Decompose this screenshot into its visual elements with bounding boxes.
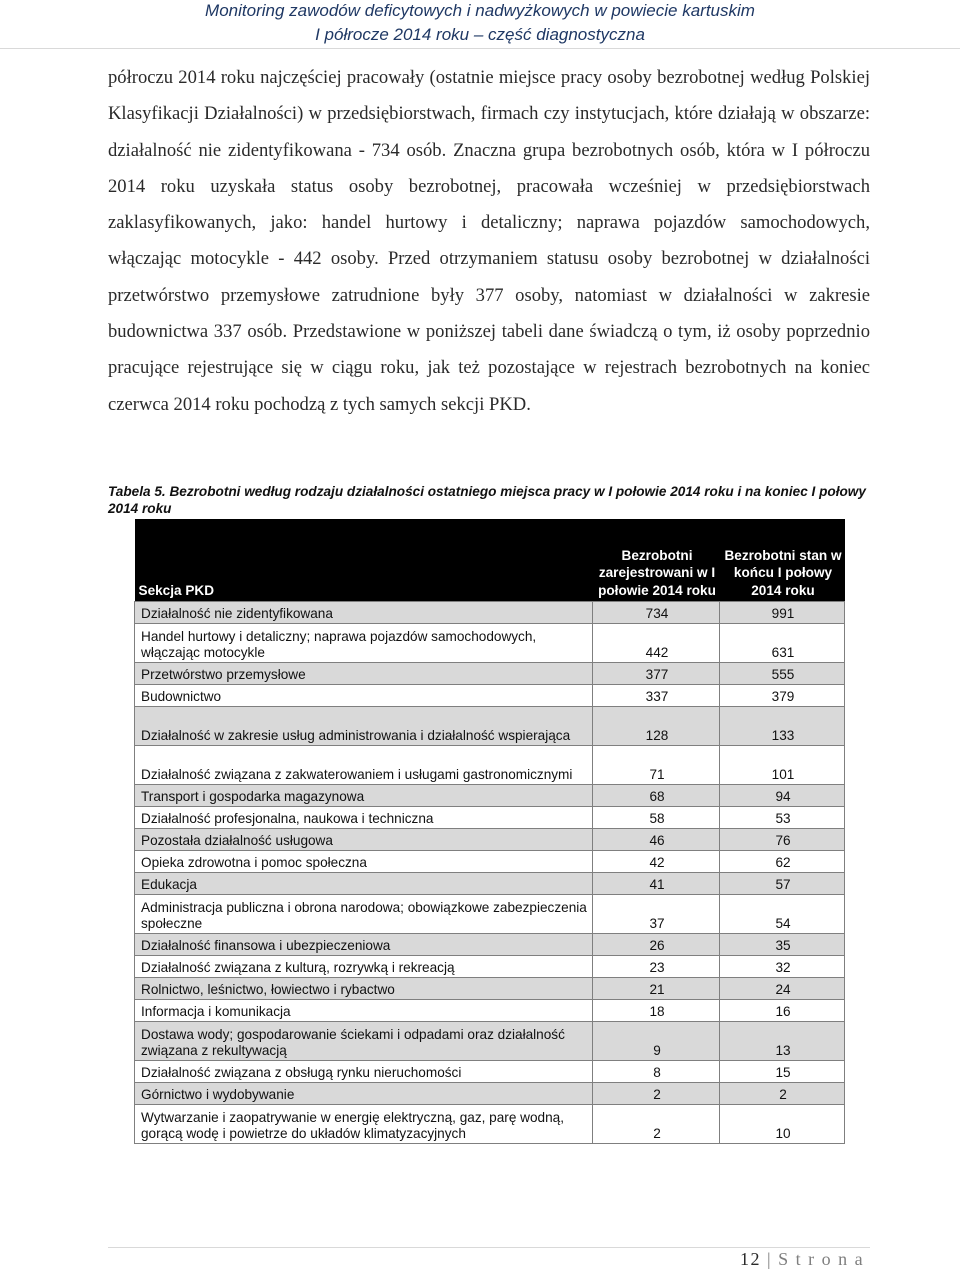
cell-registered: 128: [593, 707, 720, 746]
table-row: [135, 873, 845, 895]
footer-label: S t r o n a: [778, 1249, 865, 1269]
cell-end-state: 62: [720, 851, 845, 873]
cell-end-state: 13: [720, 1022, 845, 1061]
header-divider: [0, 48, 960, 49]
cell-registered: 46: [593, 829, 720, 851]
cell-end-state: 555: [720, 663, 845, 685]
table-header-row: [135, 519, 845, 602]
cell-end-state: 76: [720, 829, 845, 851]
cell-end-state: 32: [720, 956, 845, 978]
cell-section: Działalność profesjonalna, naukowa i techniczna: [135, 807, 593, 829]
cell-end-state: 15: [720, 1061, 845, 1083]
cell-registered: 68: [593, 785, 720, 807]
table-row: [135, 895, 845, 934]
cell-end-state: 991: [720, 602, 845, 624]
cell-registered: 337: [593, 685, 720, 707]
page-header: [0, 0, 960, 46]
page-footer: [740, 1249, 864, 1270]
table-row: [135, 1083, 845, 1105]
table-row: [135, 785, 845, 807]
cell-section: Działalność związana z obsługą rynku nieruchomości: [135, 1061, 593, 1083]
header-subtitle: I półrocze 2014 roku – część diagnostyczna: [315, 25, 645, 44]
cell-end-state: 54: [720, 895, 845, 934]
table-row: [135, 685, 845, 707]
table-row: [135, 807, 845, 829]
cell-section: Działalność finansowa i ubezpieczeniowa: [135, 934, 593, 956]
table-row: [135, 602, 845, 624]
cell-registered: 2: [593, 1105, 720, 1144]
header-title: Monitoring zawodów deficytowych i nadwyżkowych w powiecie kartuskim: [205, 1, 755, 20]
table-row: [135, 1061, 845, 1083]
cell-registered: 734: [593, 602, 720, 624]
cell-end-state: 24: [720, 978, 845, 1000]
cell-registered: 9: [593, 1022, 720, 1061]
pkd-table: [134, 519, 845, 1144]
cell-end-state: 101: [720, 746, 845, 785]
cell-section: Transport i gospodarka magazynowa: [135, 785, 593, 807]
cell-end-state: 94: [720, 785, 845, 807]
cell-section: Dostawa wody; gospodarowanie ściekami i odpadami oraz działalność związana z rekultywacją: [135, 1022, 593, 1061]
cell-registered: 41: [593, 873, 720, 895]
cell-end-state: 10: [720, 1105, 845, 1144]
table-row: [135, 1105, 845, 1144]
cell-registered: 18: [593, 1000, 720, 1022]
cell-end-state: 2: [720, 1083, 845, 1105]
cell-section: Pozostała działalność usługowa: [135, 829, 593, 851]
cell-registered: 377: [593, 663, 720, 685]
cell-section: Opieka zdrowotna i pomoc społeczna: [135, 851, 593, 873]
footer-divider: [108, 1247, 870, 1248]
cell-registered: 21: [593, 978, 720, 1000]
cell-registered: 37: [593, 895, 720, 934]
cell-registered: 42: [593, 851, 720, 873]
cell-registered: 442: [593, 624, 720, 663]
cell-section: Handel hurtowy i detaliczny; naprawa pojazdów samochodowych, włączając motocykle: [135, 624, 593, 663]
cell-section: Informacja i komunikacja: [135, 1000, 593, 1022]
table-row: [135, 829, 845, 851]
header-section: Sekcja PKD: [135, 519, 593, 602]
table-row: [135, 746, 845, 785]
table-row: [135, 1000, 845, 1022]
page-number: 12: [740, 1249, 761, 1269]
body-text: [108, 60, 870, 423]
footer-separator: |: [767, 1249, 773, 1269]
table-row: [135, 956, 845, 978]
cell-section: Działalność związana z zakwaterowaniem i usługami gastronomicznymi: [135, 746, 593, 785]
body-paragraph: półroczu 2014 roku najczęściej pracowały (ostatnie miejsce pracy osoby bezrobotnej według Polskiej Klasyfikacji Działalności) w przedsiębiorstwach, firmach czy instytucjach, które działają w obszarze: działalność nie zidentyfikowana - 734 osób. Znaczna grupa bezrobotnych osób, która w I półroczu 2014 roku uzyskała status osoby bezrobotnej, pracowała wcześniej w przedsiębiorstwach zaklasyfikowanych, jako: handel hurtowy i detaliczny; naprawa pojazdów samochodowych, włączając motocykle - 442 osoby. Przed otrzymaniem statusu osoby bezrobotnej w działalności przetwórstwo przemysłowe zatrudnione były 377 osoby, natomiast w działalności w zakresie budownictwa 337 osób. Przedstawione w poniższej tabeli dane świadczą o tym, iż osoby poprzednio pracujące rejestrujące się w ciągu roku, jak też pozostające w rejestrach bezrobotnych na koniec czerwca 2014 roku pochodzą z tych samych sekcji PKD.: [108, 67, 870, 415]
header-end-state: Bezrobotni stan w końcu I połowy 2014 roku: [720, 519, 845, 602]
cell-section: Rolnictwo, leśnictwo, łowiectwo i rybactwo: [135, 978, 593, 1000]
cell-section: Przetwórstwo przemysłowe: [135, 663, 593, 685]
cell-registered: 71: [593, 746, 720, 785]
table-row: [135, 663, 845, 685]
cell-section: Administracja publiczna i obrona narodowa; obowiązkowe zabezpieczenia społeczne: [135, 895, 593, 934]
table-row: [135, 1022, 845, 1061]
table-row: [135, 934, 845, 956]
cell-registered: 2: [593, 1083, 720, 1105]
cell-registered: 23: [593, 956, 720, 978]
cell-section: Budownictwo: [135, 685, 593, 707]
cell-end-state: 53: [720, 807, 845, 829]
cell-section: Edukacja: [135, 873, 593, 895]
table-row: [135, 978, 845, 1000]
cell-section: Górnictwo i wydobywanie: [135, 1083, 593, 1105]
cell-end-state: 379: [720, 685, 845, 707]
table-caption: Tabela 5. Bezrobotni według rodzaju działalności ostatniego miejsca pracy w I połowie 2014 roku i na koniec I połowy 2014 roku: [108, 484, 866, 516]
table-row: [135, 624, 845, 663]
cell-end-state: 16: [720, 1000, 845, 1022]
cell-end-state: 631: [720, 624, 845, 663]
table-row: [135, 707, 845, 746]
cell-section: Wytwarzanie i zaopatrywanie w energię elektryczną, gaz, parę wodną, gorącą wodę i powietrze do układów klimatyzacyjnych: [135, 1105, 593, 1144]
cell-section: Działalność w zakresie usług administrowania i działalność wspierająca: [135, 707, 593, 746]
cell-registered: 58: [593, 807, 720, 829]
cell-section: Działalność związana z kulturą, rozrywką i rekreacją: [135, 956, 593, 978]
cell-end-state: 57: [720, 873, 845, 895]
cell-registered: 8: [593, 1061, 720, 1083]
table-row: [135, 851, 845, 873]
header-registered: Bezrobotni zarejestrowani w I połowie 2014 roku: [593, 519, 720, 602]
cell-registered: 26: [593, 934, 720, 956]
cell-section: Działalność nie zidentyfikowana: [135, 602, 593, 624]
cell-end-state: 133: [720, 707, 845, 746]
cell-end-state: 35: [720, 934, 845, 956]
